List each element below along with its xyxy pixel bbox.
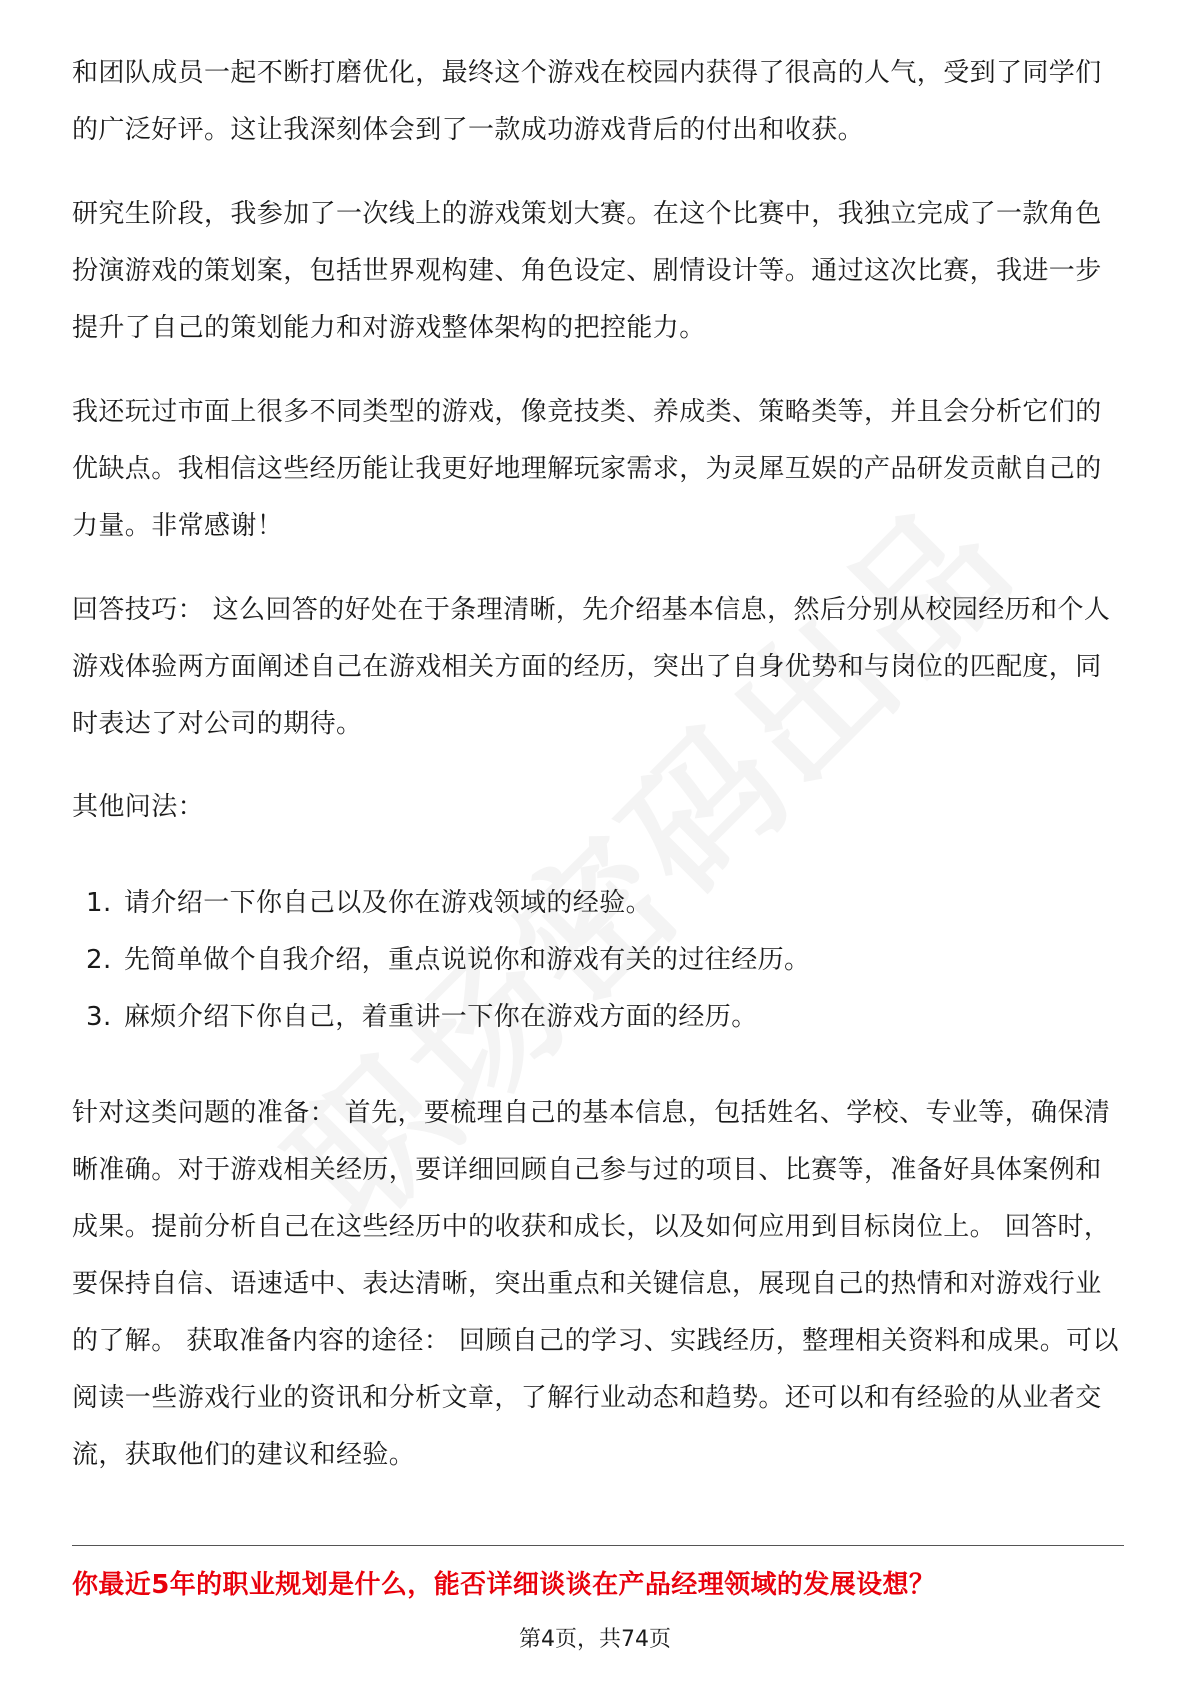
list-item-text: 麻烦介绍下你自己，着重讲一下你在游戏方面的经历。	[124, 1002, 758, 1032]
paragraph-graduate-contest: 研究生阶段，我参加了一次线上的游戏策划大赛。在这个比赛中，我独立完成了一款角色扮演游戏的策划案，包括世界观构建、角色设定、剧情设计等。通过这次比赛，我进一步提升了自己的策划能力和对游戏整体架构的把控能力。	[72, 199, 1102, 343]
list-item-text: 请介绍一下你自己以及你在游戏领域的经验。	[124, 888, 653, 918]
list-item	[72, 932, 1122, 989]
page-number: 第4页，共74页	[519, 1627, 671, 1652]
section-divider	[72, 1545, 1124, 1546]
paragraph-answer-tips: 回答技巧： 这么回答的好处在于条理清晰，先介绍基本信息，然后分别从校园经历和个人游戏体验两方面阐述自己在游戏相关方面的经历，突出了自身优势和与岗位的匹配度，同时表达了对公司的期待。	[72, 595, 1111, 739]
other-questions-heading: 其他问法：	[72, 792, 205, 822]
list-item-number: 1.	[86, 888, 112, 918]
next-question-heading: 你最近5年的职业规划是什么，能否详细谈谈在产品经理领域的发展设想？	[72, 1570, 936, 1600]
list-item-number: 2.	[86, 945, 112, 975]
list-item-text: 先简单做个自我介绍，重点说说你和游戏有关的过往经历。	[124, 945, 811, 975]
alt-questions-list	[72, 875, 1122, 1046]
list-item	[72, 989, 1122, 1046]
list-item-number: 3.	[86, 1002, 112, 1032]
list-item	[72, 875, 1122, 932]
paragraph-preparation: 针对这类问题的准备： 首先，要梳理自己的基本信息，包括姓名、学校、专业等，确保清晰准确。对于游戏相关经历，要详细回顾自己参与过的项目、比赛等，准备好具体案例和成果。提前分析自己在这些经历中的收获和成长，以及如何应用到目标岗位上。 回答时，要保持自信、语速适中、表达清晰，突出重点和关键信息，展现自己的热情和对游戏行业的了解。 获取准备内容的途径： 回顾自己的学习、实践经历，整理相关资料和成果。可以阅读一些游戏行业的资讯和分析文章，了解行业动态和趋势。还可以和有经验的从业者交流，获取他们的建议和经验。	[72, 1098, 1119, 1470]
paragraph-campus-game: 和团队成员一起不断打磨优化，最终这个游戏在校园内获得了很高的人气，受到了同学们的广泛好评。这让我深刻体会到了一款成功游戏背后的付出和收获。	[72, 58, 1102, 145]
paragraph-game-experience: 我还玩过市面上很多不同类型的游戏，像竞技类、养成类、策略类等，并且会分析它们的优缺点。我相信这些经历能让我更好地理解玩家需求，为灵犀互娱的产品研发贡献自己的力量。非常感谢！	[72, 397, 1102, 541]
